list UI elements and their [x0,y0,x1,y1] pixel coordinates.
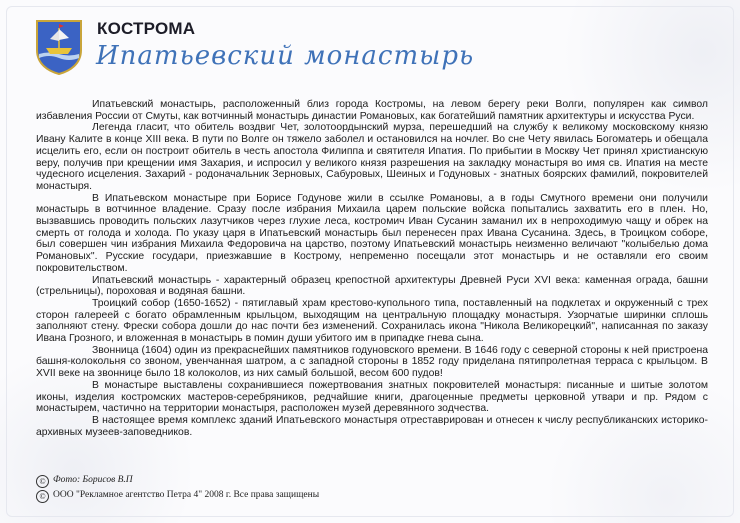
credits [36,473,319,503]
paragraph: Ипатьевский монастырь - характерный образец крепостной архитектуры Древней Руси XVI века: каменная ограда, башни (стрельницы), пороховая и водяная башни. [36,274,708,298]
photo-credit-line [36,473,319,488]
paragraph: Легенда гласит, что обитель воздвиг Чет, золотоордынский мурза, перешедший на службу к великому московскому князю Ивану Калите в конце XIII века. В пути по Волге он тяжело заболел и остановился на ночлег. Во сне Чету явилась Богоматерь и обещала исцелить его, если он построит обитель в честь апостола Филиппа и святителя Ипатия. По прибытии в Москву Чет принял христианскую веру, получив при крещении имя Захария, и испросил у великого князя разрешения на закладку монастыря во имя св. Ипатия на месте чудесного исцеления. Захарий - родоначальник Зерновых, Сабуровых, Шеиных и Годуновых - знатных боярских фамилий, покровителей монастыря. [36,122,708,192]
coat-of-arms-icon [34,18,84,76]
photo-credit: Фото: Борисов В.П [53,475,133,485]
paragraph: В настоящее время комплекс зданий Ипатьевского монастыря отреставрирован и отнесен к числу республиканских историко-архивных музеев-заповедников. [36,414,708,438]
copyright-icon: © [36,475,49,488]
page-title: Ипатьевский монастырь [96,41,475,71]
paragraph: Троицкий собор (1650-1652) - пятиглавый храм крестово-купольного типа, поставленный на подклетах и окруженный с трех сторон галереей с богато обрамленным крыльцом, выходящим на центральную площадку монастыря. Узорчатые ширинки сплошь заполняют стену. Фрески собора дошли до нас почти без изменений. Сохранилась икона "Никола Великорецкий", написанная по заказу Ивана Грозного, и вложенная в монастырь в помин души убитого им в припадке гнева сына. [36,297,708,345]
article-body [36,99,708,438]
paragraph: В Ипатьевском монастыре при Борисе Годунове жили в ссылке Романовы, а в годы Смутного времени они получили монастырь в вотчинное владение. Сразу после избрания Михаила царем польские войска попытались захватить его в плен. Но, вызвавшись проводить польских лазутчиков через глухие леса, костромич Иван Сусанин заманил их в непроходимую чащу и обрек на смерть от голода и холода. По указу царя в Ипатьевский монастырь был перенесен прах Ивана Сусанина. Здесь, в Троицком соборе, был совершен чин избрания Михаила Федоровича на царство, поэтому Ипатьевский монастырь неизменно величают "колыбелью дома Романовых". Русские государи, приезжавшие в Кострому, непременно посещали этот монастырь и не оставляли его своим покровительством. [36,192,708,274]
copyright-text: ООО "Рекламное агентство Петра 4" 2008 г. Все права защищены [53,490,320,500]
city-heading: КОСТРОМА [97,19,196,38]
paragraph: В монастыре выставлены сохранившиеся пожертвования знатных покровителей монастыря: писанные и шитые золотом иконы, изделия костромских мастеров-серебряников, редчайшие книги, драгоценные предметы церковной утвари и пр. Рядом с монастырем, частично на территории монастыря, расположен музей деревянного зодчества. [36,379,708,415]
copyright-icon: © [36,490,49,503]
paragraph: Ипатьевский монастырь, расположенный близ города Костромы, на левом берегу реки Волги, популярен как символ избавления России от Смуты, как вотчинный монастырь династии Романовых, как богатейший памятник архитектуры и искусства Руси. [36,99,708,122]
paragraph: Звонница (1604) один из прекраснейших памятников годуновского времени. В 1646 году с северной стороны к ней пристроена башня-колокольня со звоном, увенчанная шатром, а с западной стороны в 1852 году приделана пятипролетная терраса с крыльцом. В XVII веке на звоннице было 18 колоколов, из них самый большой, весом 600 пудов! [36,344,708,380]
copyright-line [36,488,319,503]
